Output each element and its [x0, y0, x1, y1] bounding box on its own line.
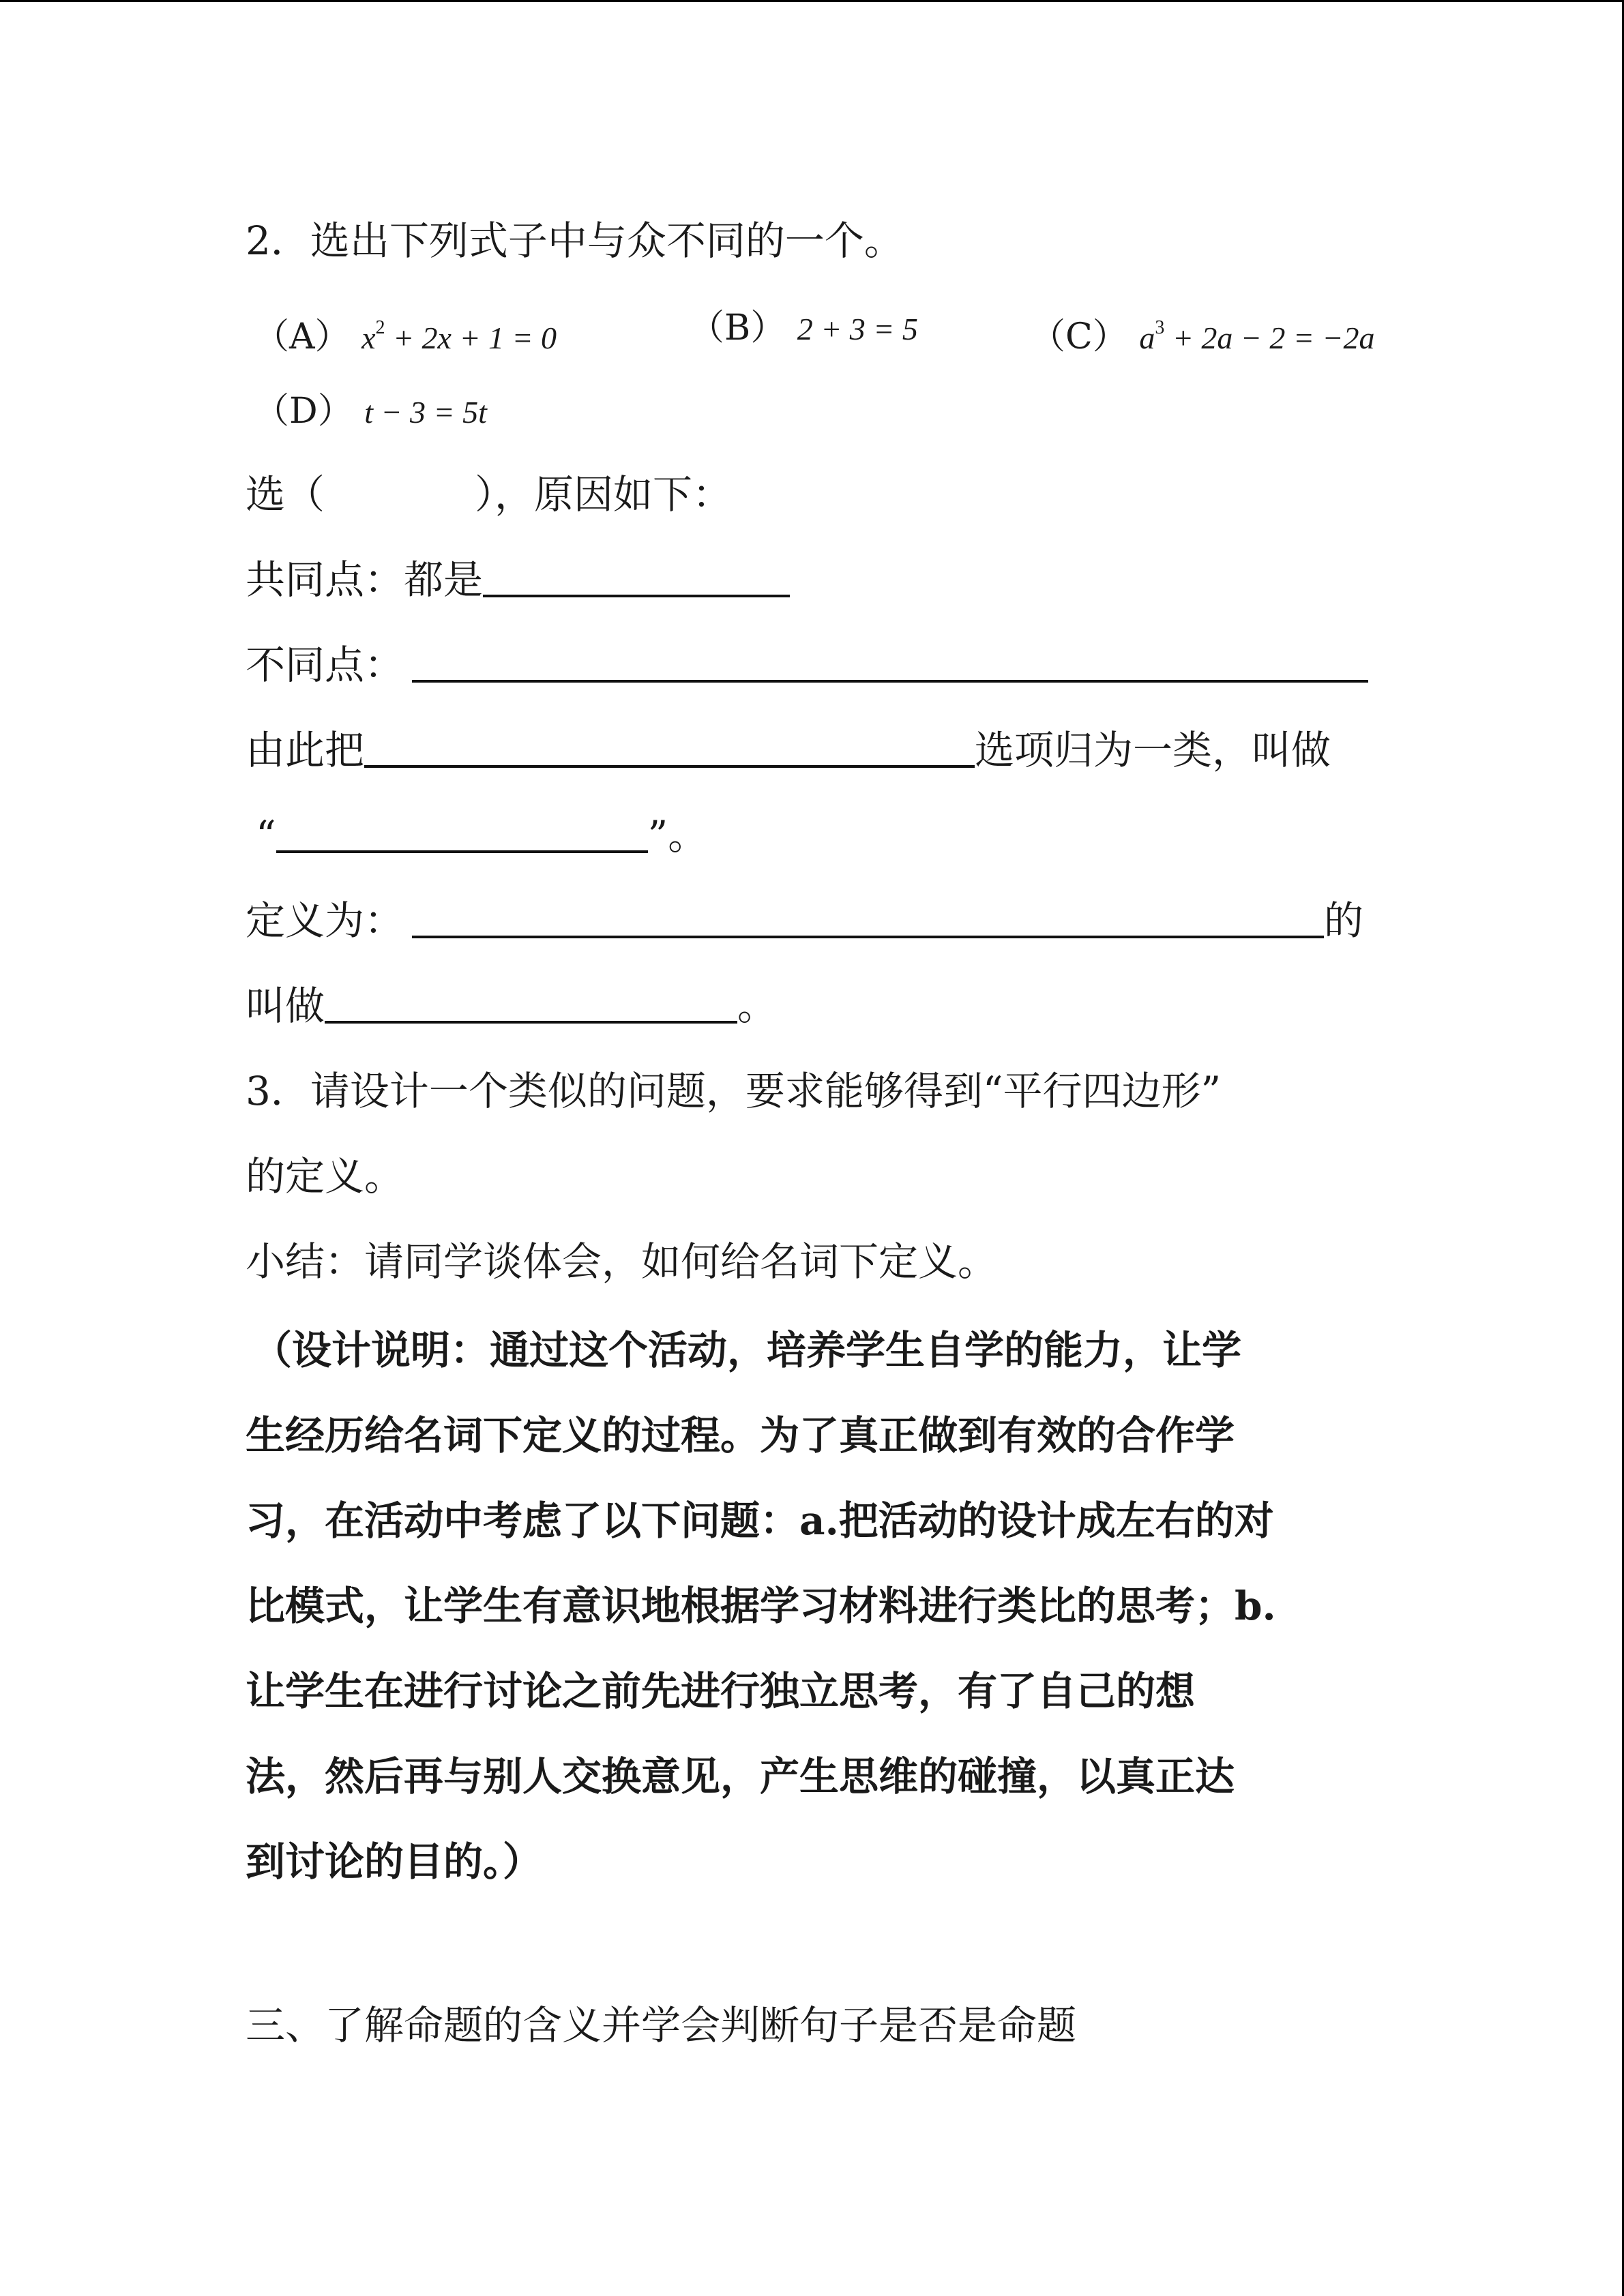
design-note-line-1: （设计说明：通过这个活动，培养学生自学的能力，让学 — [252, 1327, 1242, 1373]
q2-option-a — [254, 304, 557, 362]
different-line — [246, 641, 1368, 689]
design-note-line-6: 法，然后再与别人交换意见，产生思维的碰撞，以真正达 — [246, 1753, 1235, 1800]
group-prefix: 由此把 — [246, 727, 365, 773]
different-blank[interactable] — [412, 642, 1368, 683]
common-label: 共同点：都是 — [246, 556, 484, 603]
quote-open: “ — [256, 812, 276, 859]
called-line — [246, 982, 777, 1030]
q2-option-b — [689, 304, 918, 353]
choose-line — [246, 471, 732, 518]
called-label: 叫做 — [246, 983, 325, 1029]
option-d-expression: t − 3 = 5t — [364, 395, 487, 430]
common-blank[interactable] — [483, 556, 790, 597]
group-blank[interactable] — [364, 727, 975, 768]
q3-line-2: 的定义。 — [246, 1153, 404, 1199]
q3-line-1: 3．请设计一个类似的问题，要求能够得到“平行四边形” — [246, 1068, 1222, 1114]
option-c-label: （C） — [1030, 316, 1128, 357]
choose-suffix: ），原因如下： — [475, 471, 733, 518]
option-a-expression: $x^2 + 2x + 1 = 0$ — [361, 317, 557, 355]
option-d-label: （D） — [254, 391, 353, 432]
choose-prefix: 选（ — [246, 471, 325, 518]
term-blank[interactable] — [276, 812, 648, 853]
define-line — [246, 897, 1363, 944]
different-label: 不同点： — [246, 642, 404, 688]
option-a-label: （A） — [254, 316, 351, 357]
section-3-heading: 三、了解命题的含义并学会判断句子是否是命题 — [246, 2002, 1077, 2048]
option-b-expression: 2 + 3 = 5 — [797, 312, 918, 346]
design-note-line-5: 让学生在进行讨论之前先进行独立思考，有了自己的想 — [246, 1668, 1196, 1714]
quote-line — [256, 811, 707, 859]
page-border-top — [0, 0, 1624, 2]
q2-option-c — [1030, 304, 1375, 362]
group-line — [246, 726, 1331, 774]
common-line — [246, 556, 790, 603]
summary-line: 小结：请同学谈体会，如何给名词下定义。 — [246, 1238, 998, 1285]
design-note-line-2: 生经历给名词下定义的过程。为了真正做到有效的合作学 — [246, 1412, 1235, 1459]
q2-title: 2．选出下列式子中与众不同的一个。 — [246, 218, 904, 264]
define-blank[interactable] — [412, 897, 1324, 938]
define-label: 定义为： — [246, 897, 404, 944]
design-note-line-4: 比模式，让学生有意识地根据学习材料进行类比的思考；b. — [246, 1583, 1276, 1629]
define-suffix: 的 — [1324, 897, 1364, 944]
option-c-expression: $a^3 + 2a - 2 = -2a$ — [1139, 317, 1375, 355]
quote-close: ”。 — [647, 812, 708, 859]
option-b-label: （B） — [689, 308, 786, 348]
called-blank[interactable] — [325, 983, 737, 1024]
q2-option-d — [254, 387, 487, 436]
group-suffix: 选项归为一类，叫做 — [975, 727, 1331, 773]
design-note-line-3: 习，在活动中考虑了以下问题：a.把活动的设计成左右的对 — [246, 1497, 1274, 1544]
design-note-line-7: 到讨论的目的。） — [246, 1838, 543, 1885]
called-suffix: 。 — [737, 983, 778, 1029]
